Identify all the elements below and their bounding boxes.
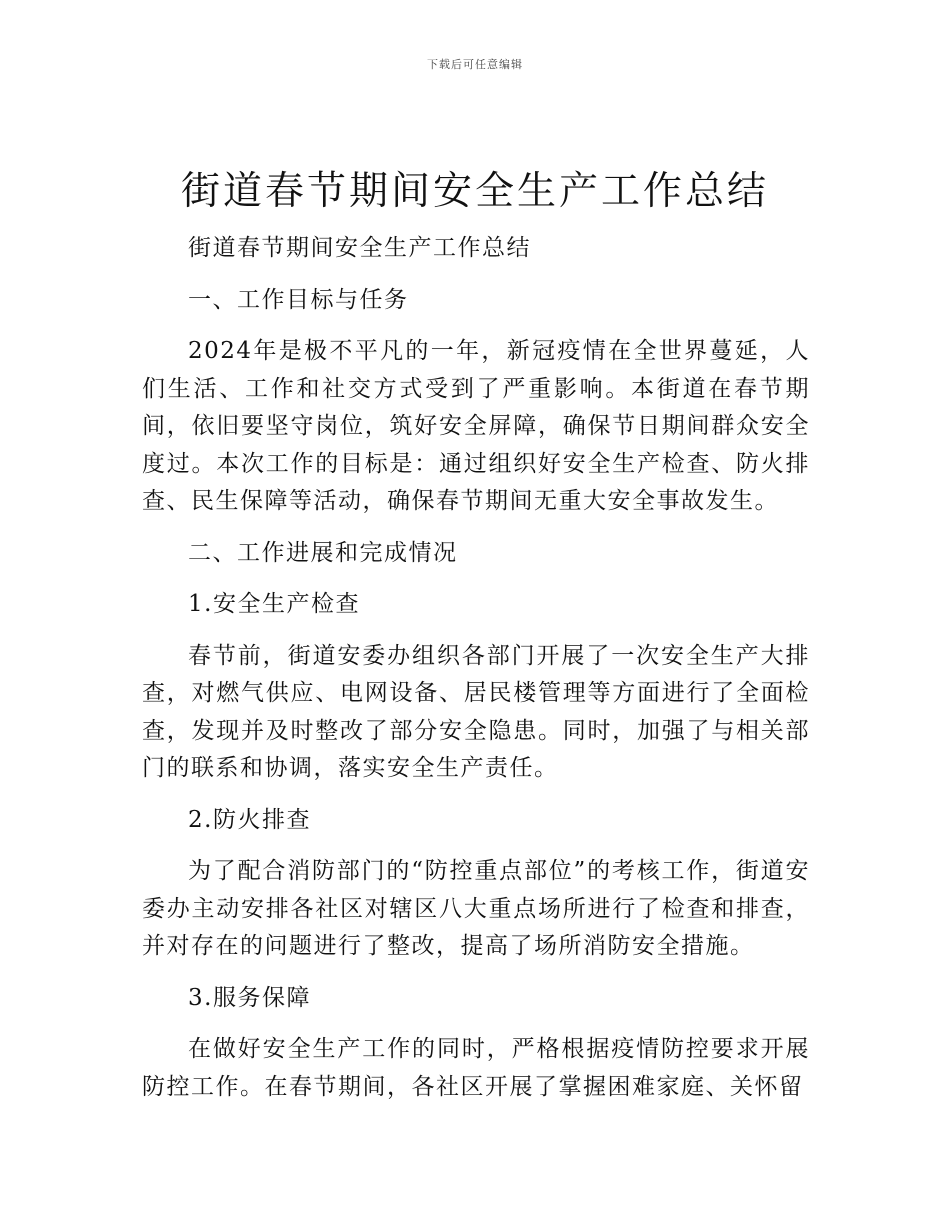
document-title: 街道春节期间安全生产工作总结 (180, 169, 769, 214)
paragraph-goals: 2024年是极不平凡的一年，新冠疫情在全世界蔓延，人们生活、工作和社交方式受到了严重影响。本街道在春节期间，依旧要坚守岗位，筑好安全屏障，确保节日期间群众安全度过。本次工作的目标是：通过组织好安全生产检查、防火排查、民生保障等活动，确保春节期间无重大安全事故发生。 (142, 338, 810, 514)
paragraph-safety-check: 春节前，街道安委办组织各部门开展了一次安全生产大排查，对燃气供应、电网设备、居民楼管理等方面进行了全面检查，发现并及时整改了部分安全隐患。同时，加强了与相关部门的联系和协调，落实安全生产责任。 (142, 642, 810, 781)
document-body (142, 230, 810, 1106)
section-heading-1: 一、工作目标与任务 (188, 286, 409, 313)
paragraph-fire-check: 为了配合消防部门的“防控重点部位”的考核工作，街道安委办主动安排各社区对辖区八大重点场所进行了检查和排查，并对存在的问题进行了整改，提高了场所消防安全措施。 (142, 858, 810, 959)
paragraph-service: 在做好安全生产工作的同时，严格根据疫情防控要求开展防控工作。在春节期间，各社区开展了掌握困难家庭、关怀留 (142, 1036, 810, 1100)
subsection-heading-2: 2.防火排查 (188, 806, 311, 833)
subsection-heading-3: 3.服务保障 (188, 984, 311, 1011)
paragraph-subtitle: 街道春节期间安全生产工作总结 (188, 235, 531, 261)
subsection-heading-1: 1.安全生产检查 (188, 591, 360, 617)
header-note: 下载后可任意编辑 (427, 58, 523, 71)
section-heading-2: 二、工作进展和完成情况 (188, 539, 458, 566)
